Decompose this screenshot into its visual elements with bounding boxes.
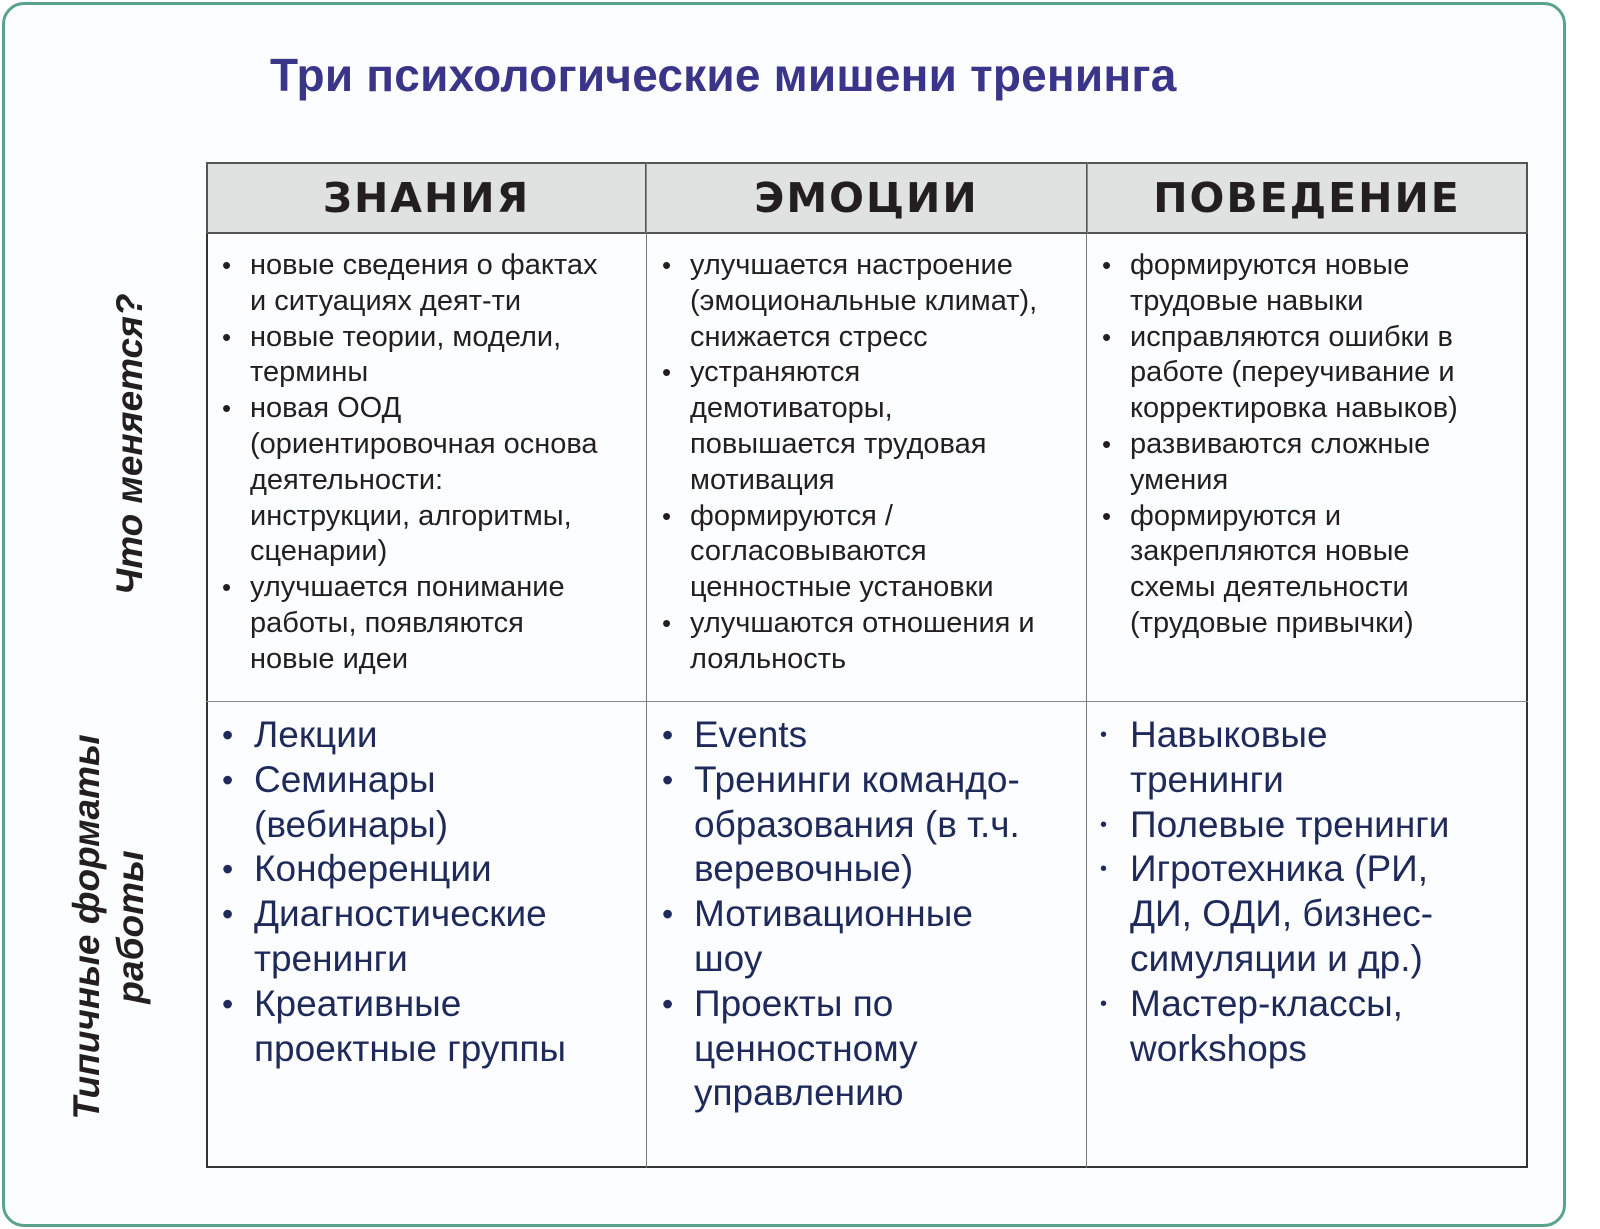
list-item: • устраняются демотиваторы, повышается трудовая мотивация bbox=[656, 355, 1084, 498]
list-item: • Креативные проектные группы bbox=[216, 982, 644, 1072]
list-item: • Мастер-классы, workshops bbox=[1092, 982, 1524, 1072]
row-label-typical-formats: Типичные форматы работы bbox=[66, 734, 151, 1120]
column-header-knowledge: ЗНАНИЯ bbox=[206, 162, 647, 234]
list-item: • формируются новые трудовые навыки bbox=[1096, 248, 1524, 320]
cell-formats-knowledge bbox=[216, 713, 644, 1071]
list-item: • Семинары (вебинары) bbox=[216, 758, 644, 848]
list-item: • новая ООД (ориентировочная основа деятельности: инструкции, алгоритмы, сценарии) bbox=[216, 391, 644, 570]
column-header-emotions: ЭМОЦИИ bbox=[646, 162, 1088, 234]
list-item: • Игротехника (РИ, ДИ, ОДИ, бизнес- симуляции и др.) bbox=[1092, 847, 1524, 981]
cell-changes-emotions bbox=[656, 248, 1084, 678]
list-item: • Проекты по ценностному управлению bbox=[656, 982, 1084, 1116]
list-item: • Events bbox=[656, 713, 1084, 758]
list-item: • улучшаются отношения и лояльность bbox=[656, 606, 1084, 678]
list-item: • Конференции bbox=[216, 847, 644, 892]
list-item: • новые сведения о фактах и ситуациях деят-ти bbox=[216, 248, 644, 320]
list-item: • улучшается настроение (эмоциональные климат), снижается стресс bbox=[656, 248, 1084, 355]
list-item: • Лекции bbox=[216, 713, 644, 758]
cell-changes-knowledge bbox=[216, 248, 644, 678]
cell-formats-emotions bbox=[656, 713, 1084, 1116]
column-header-behavior: ПОВЕДЕНИЕ bbox=[1087, 162, 1528, 234]
list-item: • Полевые тренинги bbox=[1092, 803, 1524, 848]
cell-formats-behavior bbox=[1092, 713, 1524, 1071]
list-item: • исправляются ошибки в работе (переучивание и корректировка навыков) bbox=[1096, 320, 1524, 427]
list-item: • формируются / согласовываются ценностные установки bbox=[656, 499, 1084, 606]
training-targets-table bbox=[206, 162, 1528, 1168]
list-item: • Навыковые тренинги bbox=[1092, 713, 1524, 803]
list-item: • развиваются сложные умения bbox=[1096, 427, 1524, 499]
list-item: • формируются и закрепляются новые схемы деятельности (трудовые привычки) bbox=[1096, 499, 1524, 642]
cell-changes-behavior bbox=[1096, 248, 1524, 642]
list-item: • улучшается понимание работы, появляются новые идеи bbox=[216, 570, 644, 677]
list-item: • новые теории, модели, термины bbox=[216, 320, 644, 392]
list-item: • Мотивационные шоу bbox=[656, 892, 1084, 982]
row-label-what-changes: Что меняется? bbox=[109, 293, 150, 595]
row-divider bbox=[206, 701, 1528, 702]
list-item: • Тренинги командо- образования (в т.ч. веревочные) bbox=[656, 758, 1084, 892]
page-title: Три психологические мишени тренинга bbox=[270, 49, 1177, 101]
list-item: • Диагностические тренинги bbox=[216, 892, 644, 982]
